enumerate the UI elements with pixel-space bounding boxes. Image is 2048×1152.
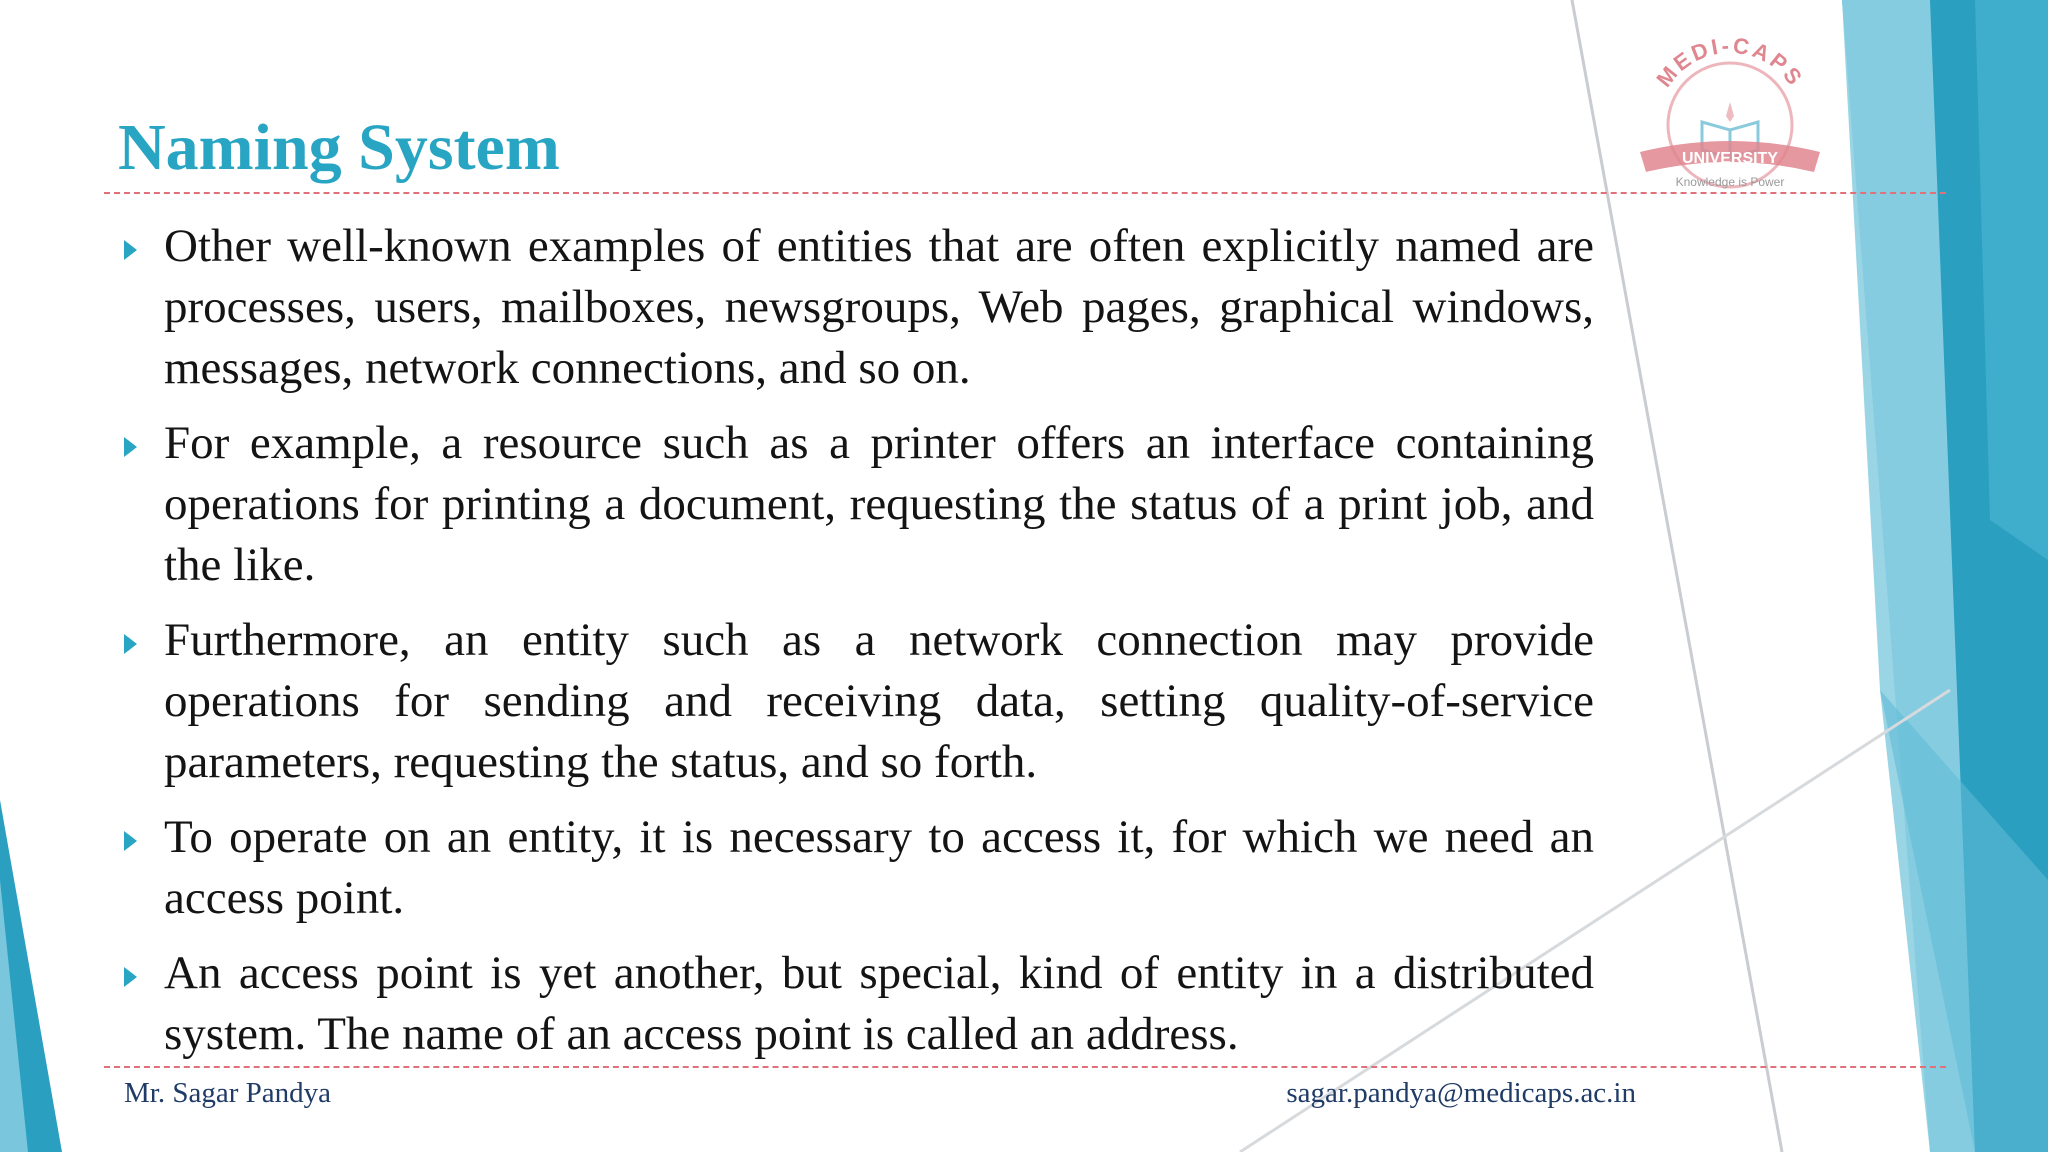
bullet-text: To operate on an entity, it is necessary to access it, for which we need an access point.: [164, 811, 1594, 924]
footer-email: sagar.pandya@medicaps.ac.in: [1286, 1077, 1636, 1109]
footer-divider: [104, 1066, 1946, 1068]
title-divider: [104, 192, 1946, 194]
bullet-text: Furthermore, an entity such as a network connection may provide operations for sending and receiving data, setting quality-of-service parameters, requesting the status, and so forth.: [164, 614, 1594, 788]
logo-arc-text: MEDI-CAPS: [1651, 32, 1809, 92]
logo-tagline: Knowledge is Power: [1675, 175, 1785, 189]
bullet-item: [118, 610, 1594, 793]
triangle-right-icon: [124, 831, 137, 851]
bullet-item: [118, 216, 1594, 399]
bullet-item: [118, 943, 1594, 1065]
bullet-list: [118, 216, 1594, 1079]
bullet-text: For example, a resource such as a printer offers an interface containing operations for printing a document, requesting the status of a print job, and the like.: [164, 417, 1594, 591]
university-seal-logo: [1620, 30, 1840, 190]
logo-banner-text: UNIVERSITY: [1681, 150, 1779, 167]
bullet-item: [118, 807, 1594, 929]
slide-title: Naming System: [118, 111, 560, 184]
bullet-text: Other well-known examples of entities that are often explicitly named are processes, users, mailboxes, newsgroups, Web pages, graphical windows, messages, network connections, and so on.: [164, 220, 1594, 394]
bullet-text: An access point is yet another, but special, kind of entity in a distributed system. The name of an access point is called an address.: [164, 947, 1594, 1060]
bullet-item: [118, 413, 1594, 596]
triangle-right-icon: [124, 634, 137, 654]
triangle-right-icon: [124, 240, 137, 260]
triangle-right-icon: [124, 437, 137, 457]
logo-ring: [1668, 63, 1792, 187]
footer-author: Mr. Sagar Pandya: [124, 1077, 331, 1109]
triangle-right-icon: [124, 967, 137, 987]
